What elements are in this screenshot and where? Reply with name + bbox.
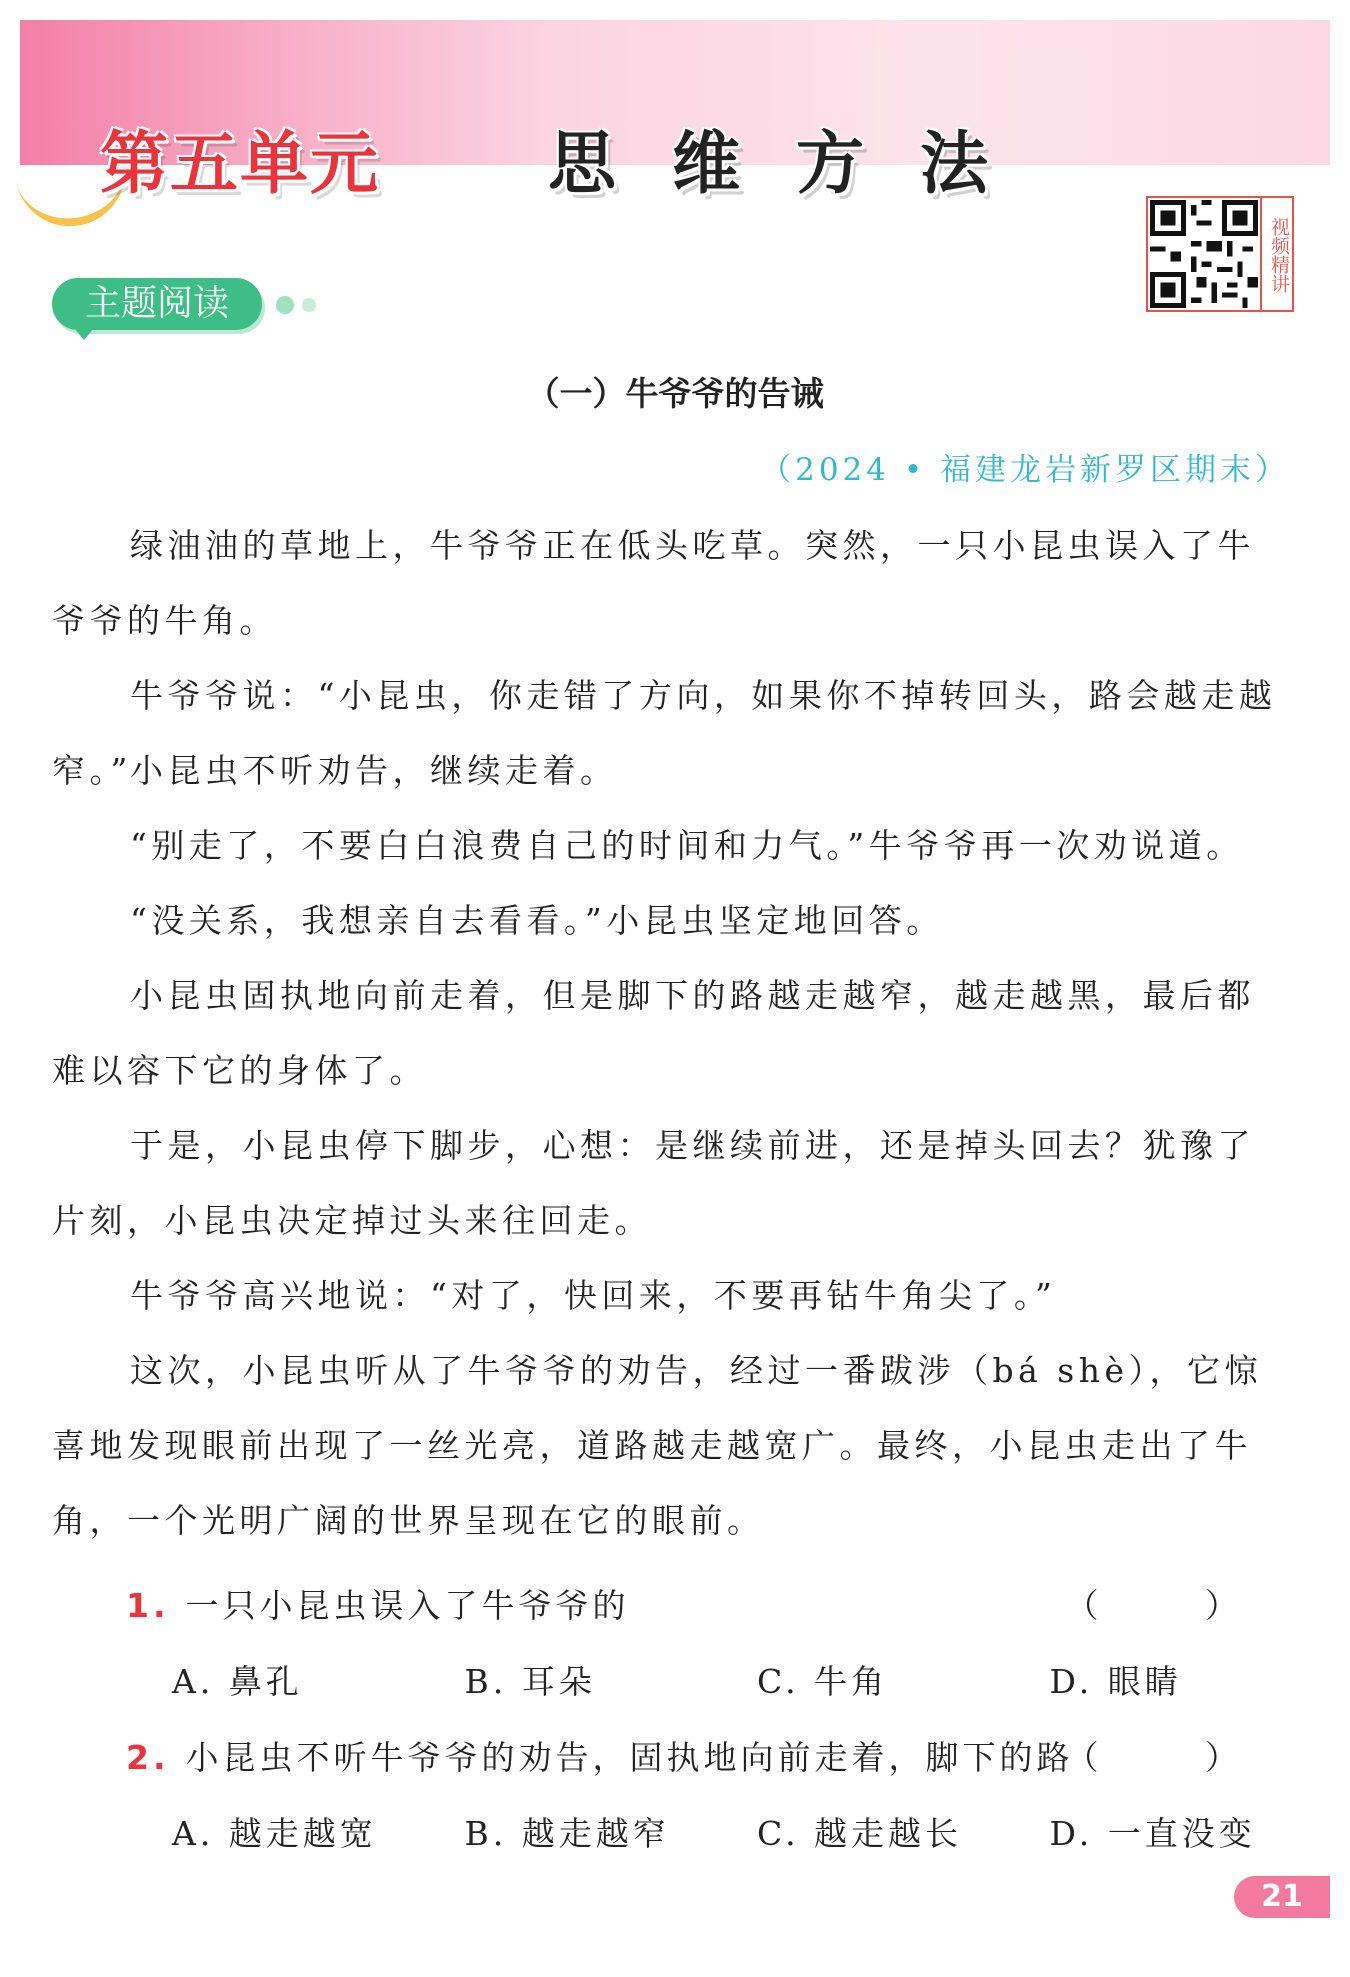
decorative-dots — [276, 296, 316, 314]
story-paragraph: 小昆虫不听劝告，继续走着。 — [130, 751, 618, 790]
option-d[interactable]: D. 眼睛 — [1049, 1662, 1182, 1701]
section-tag: 主题阅读 — [52, 278, 262, 330]
question-number: 1. — [126, 1586, 170, 1625]
option-a[interactable]: A. 鼻孔 — [172, 1662, 303, 1701]
question-text: 一只小昆虫误入了牛爷爷的 — [185, 1586, 630, 1625]
story-source: （2024 • 福建龙岩新罗区期末） — [760, 452, 1290, 488]
story-paragraph: 牛爷爷高兴地说：“对了，快回来，不要再钻牛角尖了。” — [130, 1276, 1057, 1315]
option-c[interactable]: C. 牛角 — [757, 1662, 889, 1701]
question-1-options — [172, 1656, 1342, 1703]
story-title: （一）牛爷爷的告诫 — [526, 374, 824, 413]
story-paragraph: “别走了，不要白白浪费自己的时间和力气。”牛爷爷再一次劝说道。 — [130, 826, 1244, 865]
question-2 — [126, 1732, 1074, 1779]
story-paragraph: “没关系，我想亲自去看看。”小昆虫坚定地回答。 — [130, 901, 944, 940]
question-number: 2. — [126, 1738, 170, 1777]
story-paragraph: 于是，小昆虫停下脚步，心想：是继续前进，还是掉头回去？犹豫了片刻，小昆虫决定掉过头来往回走。 — [52, 1126, 1255, 1240]
option-c[interactable]: C. 越走越长 — [757, 1814, 963, 1853]
option-a[interactable]: A. 越走越宽 — [172, 1814, 377, 1853]
option-b[interactable]: B. 越走越窄 — [464, 1814, 670, 1853]
story-paragraph: 小昆虫固执地向前走着，但是脚下的路越走越窄，越走越黑，最后都难以容下它的身体了。 — [52, 976, 1255, 1090]
story-paragraph: 牛爷爷说：“小昆虫，你走错了方向，如果你不掉转回头，路会越走越窄。” — [52, 676, 1277, 790]
option-b[interactable]: B. 耳朵 — [464, 1662, 596, 1701]
video-qr-block[interactable] — [1146, 196, 1294, 312]
video-lecture-label[interactable]: 视频精讲 — [1260, 198, 1292, 310]
answer-blank[interactable]: （ ） — [1065, 1738, 1286, 1777]
answer-blank[interactable]: （ ） — [1065, 1586, 1286, 1625]
story-paragraph: 这次，小昆虫听从了牛爷爷的劝告，经过一番跋涉（bá shè），它惊喜地发现眼前出现了一丝光亮，道路越走越宽广。最终，小昆虫走出了牛角，一个光明广阔的世界呈现在它的眼前。 — [52, 1351, 1263, 1540]
option-d[interactable]: D. 一直没变 — [1049, 1814, 1256, 1853]
qr-code-icon[interactable] — [1150, 200, 1258, 308]
question-2-options — [172, 1808, 1342, 1855]
story-paragraph: 绿油油的草地上，牛爷爷正在低头吃草。突然，一只小昆虫误入了牛爷爷的牛角。 — [52, 526, 1255, 640]
question-text: 小昆虫不听牛爷爷的劝告，固执地向前走着，脚下的路 — [185, 1738, 1074, 1777]
page-number: 21 — [1234, 1876, 1330, 1918]
question-1 — [126, 1580, 630, 1627]
unit-title: 第五单元 — [100, 125, 381, 204]
unit-theme-title: 思维方法 — [548, 125, 1045, 204]
